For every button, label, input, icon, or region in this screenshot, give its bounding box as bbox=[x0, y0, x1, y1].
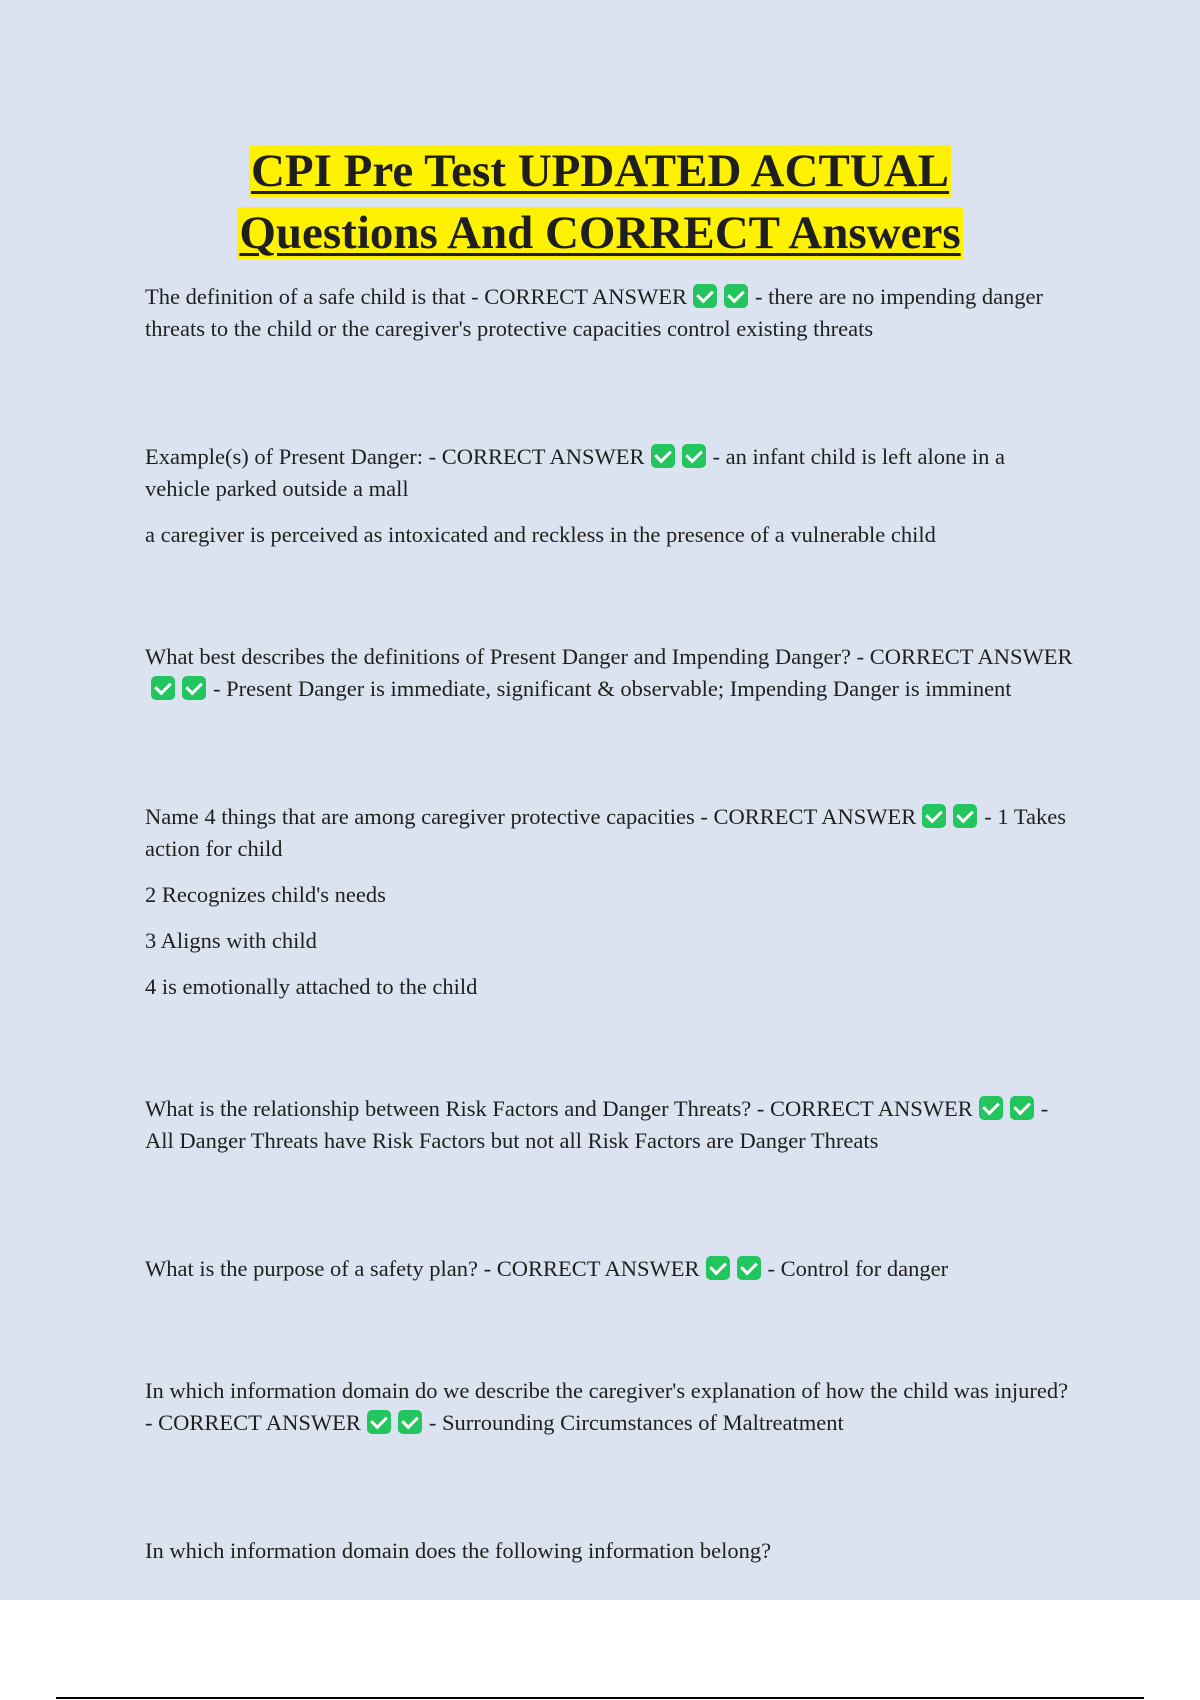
question-text: What best describes the definitions of Present Danger and Impending Danger? - bbox=[145, 644, 870, 669]
check-mark-icon bbox=[182, 676, 206, 700]
check-mark-icon bbox=[953, 804, 977, 828]
correct-answer-label: CORRECT ANSWER bbox=[484, 284, 688, 309]
qa-content bbox=[145, 281, 1075, 1567]
question-text: Example(s) of Present Danger: - bbox=[145, 444, 442, 469]
qa-question-answer bbox=[145, 1253, 1075, 1285]
qa-item bbox=[145, 281, 1075, 345]
check-mark-icon bbox=[922, 804, 946, 828]
qa-question-answer bbox=[145, 1093, 1075, 1157]
answer-text: - All Danger Threats have Risk Factors but not all Risk Factors are Danger Threats bbox=[145, 1096, 1049, 1153]
title-line-2: Questions And CORRECT Answers bbox=[239, 207, 961, 259]
qa-item bbox=[145, 1375, 1075, 1439]
check-mark-icon bbox=[693, 284, 717, 308]
question-text: In which information domain do we describe the caregiver's explanation of how the child was injured? - bbox=[145, 1378, 1069, 1435]
correct-answer-label: CORRECT ANSWER bbox=[158, 1410, 361, 1435]
question-text: What is the purpose of a safety plan? - bbox=[145, 1256, 497, 1281]
correct-answer-label: CORRECT ANSWER bbox=[496, 1256, 700, 1281]
check-mark-icon bbox=[682, 444, 706, 468]
correct-answer-label: CORRECT ANSWER bbox=[713, 804, 917, 829]
qa-item bbox=[145, 441, 1075, 551]
qa-question-answer bbox=[145, 801, 1075, 865]
answer-extra-line: 2 Recognizes child's needs bbox=[145, 882, 386, 907]
correct-answer-label: CORRECT ANSWER bbox=[441, 444, 645, 469]
qa-list bbox=[145, 281, 1075, 1439]
page-title bbox=[0, 140, 1200, 264]
answer-text: - there are no impending danger threats to the child or the caregiver's protective capacities control existing threats bbox=[145, 284, 1044, 341]
trailing-question: In which information domain does the following information belong? bbox=[145, 1538, 772, 1563]
question-text: What is the relationship between Risk Factors and Danger Threats? - bbox=[145, 1096, 771, 1121]
question-text: Name 4 things that are among caregiver protective capacities - bbox=[145, 804, 714, 829]
check-mark-icon bbox=[398, 1410, 422, 1434]
answer-text: - Present Danger is immediate, significant & observable; Impending Danger is imminent bbox=[213, 676, 1012, 701]
qa-item bbox=[145, 1093, 1075, 1157]
question-text: The definition of a safe child is that - bbox=[145, 284, 485, 309]
check-mark-icon bbox=[651, 444, 675, 468]
check-mark-icon bbox=[367, 1410, 391, 1434]
check-mark-icon bbox=[706, 1256, 730, 1280]
qa-question-answer bbox=[145, 641, 1075, 705]
check-mark-icon bbox=[724, 284, 748, 308]
check-mark-icon bbox=[737, 1256, 761, 1280]
correct-answer-label: CORRECT ANSWER bbox=[770, 1096, 973, 1121]
title-line-1: CPI Pre Test UPDATED ACTUAL bbox=[250, 145, 950, 197]
answer-extra-line: 4 is emotionally attached to the child bbox=[145, 974, 478, 999]
footer-divider bbox=[56, 1697, 1144, 1699]
qa-item bbox=[145, 641, 1075, 705]
qa-question-answer bbox=[145, 281, 1075, 345]
qa-question-answer bbox=[145, 1375, 1075, 1439]
check-mark-icon bbox=[151, 676, 175, 700]
check-mark-icon bbox=[1010, 1096, 1034, 1120]
qa-question-answer bbox=[145, 441, 1075, 505]
qa-item bbox=[145, 1253, 1075, 1285]
answer-extra-line: a caregiver is perceived as intoxicated and reckless in the presence of a vulnerable child bbox=[145, 522, 936, 547]
answer-text: - Surrounding Circumstances of Maltreatment bbox=[428, 1410, 844, 1435]
correct-answer-label: CORRECT ANSWER bbox=[869, 644, 1073, 669]
qa-item bbox=[145, 801, 1075, 1003]
answer-text: - an infant child is left alone in a vehicle parked outside a mall bbox=[145, 444, 1005, 501]
answer-text: - 1 Takes action for child bbox=[145, 804, 1066, 861]
check-mark-icon bbox=[979, 1096, 1003, 1120]
answer-text: - Control for danger bbox=[767, 1256, 949, 1281]
answer-extra-line: 3 Aligns with child bbox=[145, 928, 317, 953]
